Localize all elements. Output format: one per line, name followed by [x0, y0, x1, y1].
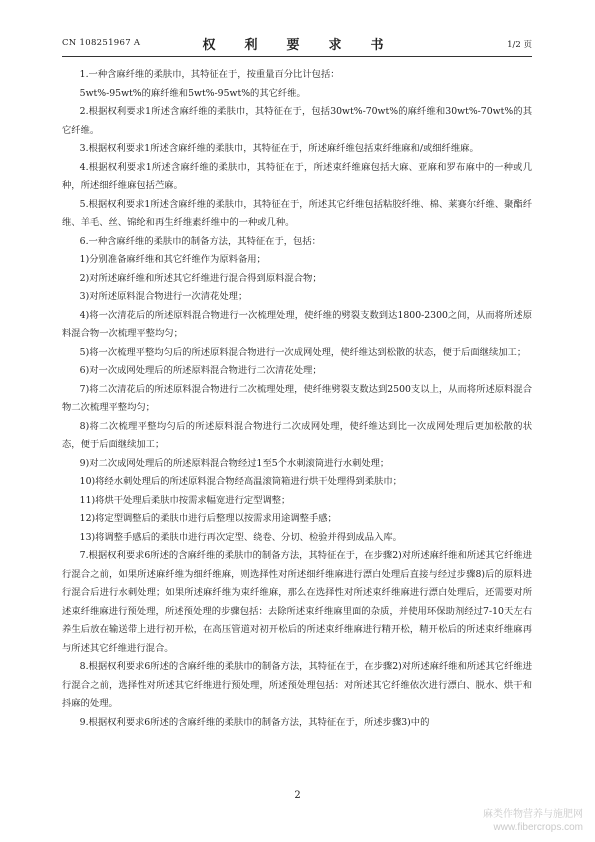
claim-step: 13)将调整手感后的柔肤巾进行再次定型、绕卷、分切、检验并得到成品入库。 — [79, 531, 402, 543]
page-indicator: 1/2 页 — [507, 40, 532, 50]
claim-step: 7)将二次清花后的所述原料混合物进行二次梳理处理，使纤维劈裂支数达到2500支以上，从而将所述原料混合物二次梳理平整均匀； — [62, 383, 532, 413]
claim-step: 8)将二次梳理平整均匀后的所述原料混合物进行二次成网处理，使纤维达到比一次成网处理后更加松散的状态，便于后面继续加工； — [62, 420, 532, 450]
claim-paragraph: 1.一种含麻纤维的柔肤巾，其特征在于，按重量百分比计包括： — [79, 69, 340, 80]
claim-step: 3)对所述原料混合物进行一次清花处理； — [79, 291, 248, 302]
claim-step: 2)对所述麻纤维和所述其它纤维进行混合得到原料混合物； — [79, 272, 322, 284]
claim-paragraph: 9.根据权利要求6所述的含麻纤维的柔肤巾的制备方法，其特征在于，所述步骤3)中的 — [79, 716, 430, 728]
site-watermark — [483, 808, 583, 834]
page-number: 2 — [294, 790, 301, 801]
document-number: CN 108251967 A — [62, 38, 141, 48]
document-title: 权 利 要 求 书 — [202, 38, 392, 53]
claim-step: 5)将一次梳理平整均匀后的所述原料混合物进行一次成网处理，使纤维达到松散的状态，便于后面继续加工； — [79, 346, 527, 358]
claim-step: 12)将定型调整后的柔肤巾进行后整理以按需求用途调整手感； — [79, 513, 337, 524]
claim-step: 1)分别准备麻纤维和其它纤维作为原料备用； — [79, 254, 266, 265]
claim-paragraph: 5.根据权利要求1所述含麻纤维的柔肤巾，其特征在于，所述其它纤维包括粘胶纤维、棉、莱赛尔纤维、聚酯纤维、羊毛、丝、锦纶和再生纤维素纤维中的一种或几种。 — [62, 198, 532, 228]
claim-paragraph: 6.一种含麻纤维的柔肤巾的制备方法，其特征在于，包括： — [79, 235, 321, 247]
claim-paragraph: 7.根据权利要求6所述的含麻纤维的柔肤巾的制备方法，其特征在于，在步骤2)对所述麻纤维和所述其它纤维进行混合之前，如果所述麻纤维为细纤维麻，则选择性对所述细纤维麻进行漂白处理后直接与经过步骤8)后的原料进行混合后进行水刺处理；如果所述麻纤维为束纤维麻，那么在选择性对所述束纤维麻进行漂白处理后，还需要对所述束纤维麻进行预处理，所述预处理的步骤包括：去除所述束纤维麻里面的杂质，并使用环保助剂经过7-10天左右养生后放在输送带上进行初开松，在高压管道对初开松后的所述束纤维麻进行精开松，精开松后的所述束纤维麻再与所述其它纤维进行混合。 — [62, 550, 532, 654]
claim-step: 9)对二次成网处理后的所述原料混合物经过1至5个水刺滚筒进行水刺处理； — [79, 457, 390, 469]
claim-step: 6)对一次成网处理后的所述原料混合物进行二次清花处理； — [79, 365, 322, 376]
claim-step: 10)将经水刺处理后的所述原料混合物经高温滚筒箱进行烘干处理得到柔肤巾； — [79, 476, 402, 487]
claim-paragraph: 5wt%-95wt%的麻纤维和5wt%-95wt%的其它纤维。 — [79, 87, 306, 99]
claim-paragraph: 8.根据权利要求6所述的含麻纤维的柔肤巾的制备方法，其特征在于，在步骤2)对所述麻纤维和所述其它纤维进行混合之前，选择性对所述其它纤维进行预处理，所述预处理包括：对所述其它纤维依次进行漂白、脱水、烘干和抖麻的处理。 — [62, 661, 532, 709]
header-divider — [62, 56, 532, 57]
claim-step: 4)将一次清花后的所述原料混合物进行一次梳理处理，使纤维的劈裂支数到达1800-2300之间，从而将所述原料混合物一次梳理平整均匀； — [62, 309, 532, 339]
claims-body — [62, 66, 532, 732]
watermark-url: www.fibercrops.com — [493, 822, 583, 833]
claim-paragraph: 2.根据权利要求1所述含麻纤维的柔肤巾，其特征在于，包括30wt%-70wt%的麻纤维和30wt%-70wt%的其它纤维。 — [62, 106, 532, 136]
claim-step: 11)将烘干处理后柔肤巾按需求幅宽进行定型调整； — [79, 494, 291, 506]
page-header — [62, 36, 532, 52]
watermark-site-name: 麻类作物营养与施肥网 — [483, 809, 583, 820]
claim-paragraph: 3.根据权利要求1所述含麻纤维的柔肤巾，其特征在于，所述麻纤维包括束纤维麻和/或细纤维麻。 — [79, 143, 479, 154]
claim-paragraph: 4.根据权利要求1所述含麻纤维的柔肤巾，其特征在于，所述束纤维麻包括大麻、亚麻和罗布麻中的一种或几种，所述细纤维麻包括苎麻。 — [62, 161, 532, 191]
